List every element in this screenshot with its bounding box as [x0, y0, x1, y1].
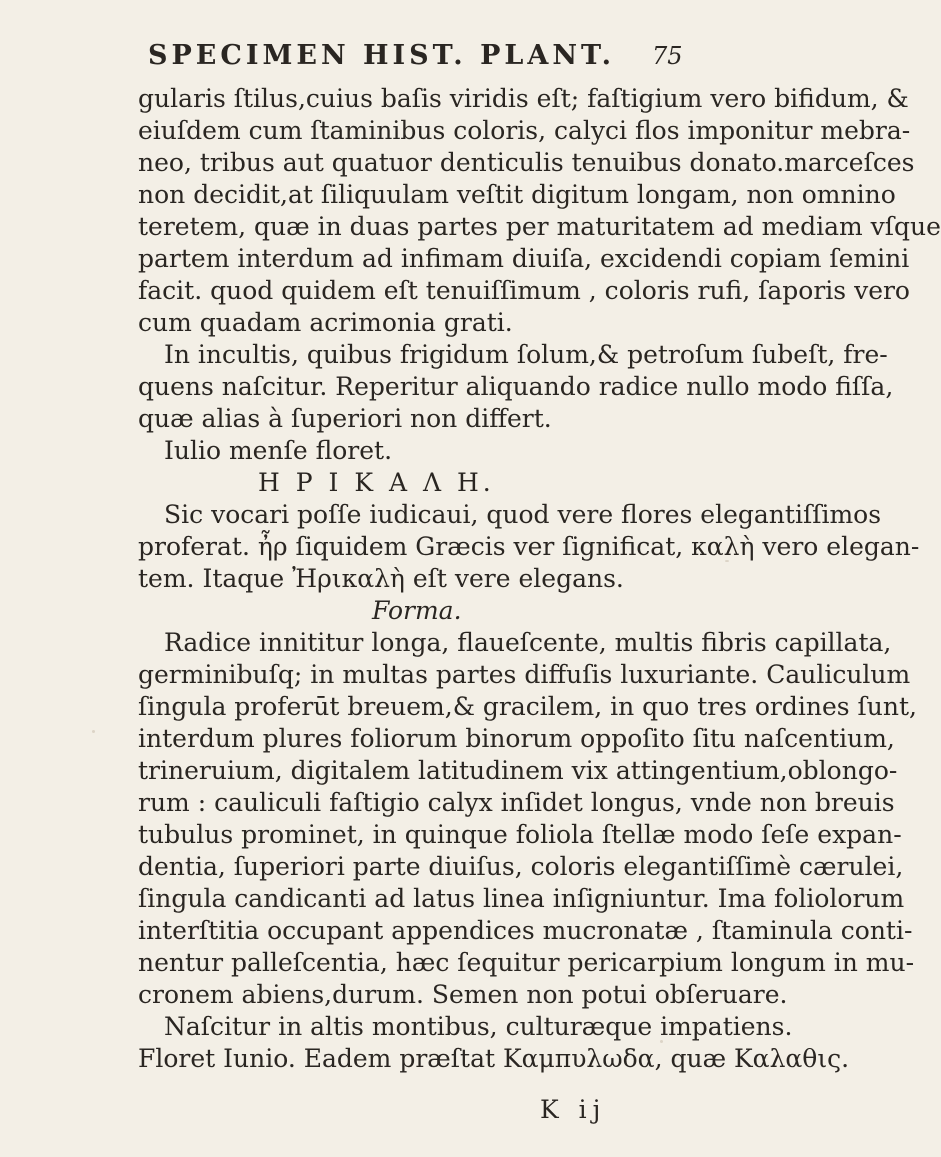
text-line: tem. Itaque Ἠρικαλὴ eſt vere elegans. [138, 564, 624, 593]
text-line: In incultis, quibus frigidum ſolum,& petroſum ſubeſt, fre- [164, 340, 888, 369]
text-line: non decidit,at ſiliquulam veſtit digitum longam, non omnino [138, 180, 896, 209]
text-line: Naſcitur in altis montibus, culturæque impatiens. [164, 1012, 793, 1041]
text-line: cum quadam acrimonia grati. [138, 308, 513, 337]
text-line: eiuſdem cum ſtaminibus coloris, calyci flos imponitur mebra- [138, 116, 911, 145]
paper-fleck [92, 730, 95, 733]
running-head: SPECIMEN HIST. PLANT. [148, 40, 616, 71]
text-line: Sic vocari poſſe iudicaui, quod vere flores elegantiſſimos [164, 500, 882, 529]
text-line: gularis ſtilus,cuius baſis viridis eſt; faſtigium vero bifidum, & [138, 84, 909, 113]
text-line: ſingula proferūt breuem,& gracilem, in quo tres ordines ſunt, [138, 692, 917, 721]
text-line: facit. quod quidem eſt tenuiſſimum , coloris rufi, ſaporis vero [138, 276, 910, 305]
subsection-title: Forma. [372, 596, 462, 625]
text-line: proferat. ἦρ ſiquidem Græcis ver ſignificat, καλὴ vero elegan- [138, 532, 920, 561]
paper-fleck [660, 1040, 663, 1043]
text-line: teretem, quæ in duas partes per maturitatem ad mediam vſque [138, 212, 941, 241]
text-line: germinibuſq; in multas partes diffuſis luxuriante. Cauliculum [138, 660, 911, 689]
page-number: 75 [652, 42, 683, 70]
text-line: partem interdum ad infimam diuiſa, excidendi copiam ſemini [138, 244, 910, 273]
text-line: quens naſcitur. Reperitur aliquando radice nullo modo fiſſa, [138, 372, 894, 401]
text-line: Floret Iunio. Eadem præſtat Καμπυλωδα, quæ Καλαθις. [138, 1044, 850, 1073]
text-line: cronem abiens,durum. Semen non potui obſeruare. [138, 980, 788, 1009]
text-line: interſtitia occupant appendices mucronatæ , ſtaminula conti- [138, 916, 913, 945]
page-header [0, 40, 800, 80]
text-line: trineruium, digitalem latitudinem vix attingentium,oblongo- [138, 756, 898, 785]
signature-mark: K ij [540, 1095, 607, 1124]
text-line: neo, tribus aut quatuor denticulis tenuibus donato.marceſces [138, 148, 915, 177]
text-line: quæ alias à ſuperiori non differt. [138, 404, 552, 433]
text-line: Radice innititur longa, flaueſcente, multis fibris capillata, [164, 628, 892, 657]
text-line: nentur palleſcentia, hæc ſequitur pericarpium longum in mu- [138, 948, 915, 977]
text-line: dentia, ſuperiori parte diuiſus, coloris elegantiſſimè cærulei, [138, 852, 904, 881]
section-title: Η Ρ Ι Κ Α Λ Η. [258, 468, 495, 497]
text-line: ſingula candicanti ad latus linea inſigniuntur. Ima foliolorum [138, 884, 905, 913]
text-line: tubulus prominet, in quinque foliola ſtellæ modo ſeſe expan- [138, 820, 902, 849]
paper-fleck [725, 560, 729, 562]
text-line: interdum plures foliorum binorum oppoſito ſitu naſcentium, [138, 724, 895, 753]
text-line: rum : cauliculi faſtigio calyx inſidet longus, vnde non breuis [138, 788, 895, 817]
text-line: Iulio menſe floret. [164, 436, 393, 465]
